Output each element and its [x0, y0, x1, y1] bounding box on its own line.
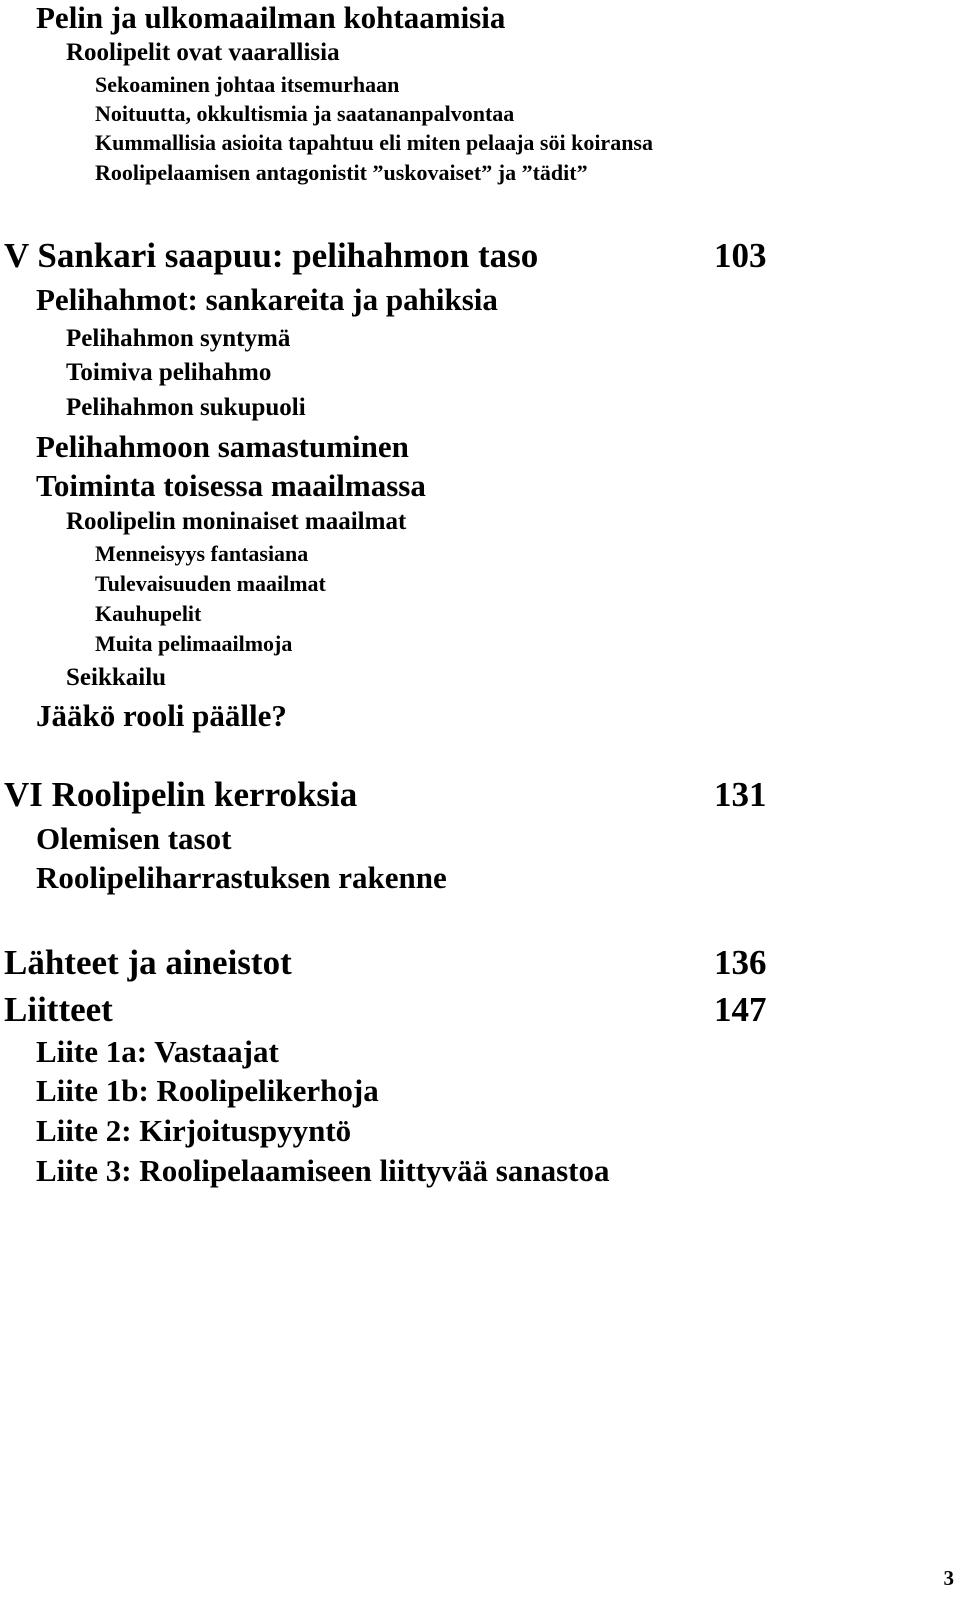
- toc-entry: Liite 1b: Roolipelikerhoja: [36, 1073, 379, 1108]
- toc-entry: Roolipelit ovat vaarallisia: [66, 39, 340, 66]
- toc-entry: Kummallisia asioita tapahtuu eli miten pelaaja söi koiransa: [95, 130, 653, 155]
- toc-entry: Liite 1a: Vastaajat: [36, 1034, 279, 1069]
- toc-chapter: Liitteet: [4, 990, 113, 1029]
- toc-entry: Toimiva pelihahmo: [66, 359, 272, 386]
- toc-entry: Liite 2: Kirjoituspyyntö: [36, 1113, 352, 1148]
- toc-chapter: Lähteet ja aineistot: [4, 943, 292, 982]
- toc-entry: Roolipelaamisen antagonistit ”uskovaiset” ja ”tädit”: [95, 160, 588, 185]
- toc-entry: Seikkailu: [66, 664, 167, 691]
- toc-entry: Pelihahmoon samastuminen: [36, 429, 409, 464]
- toc-entry: Pelin ja ulkomaailman kohtaamisia: [36, 0, 506, 35]
- toc-page-number: 103: [714, 236, 767, 275]
- toc-entry: Tulevaisuuden maailmat: [95, 571, 326, 596]
- toc-entry: Jääkö rooli päälle?: [36, 698, 287, 733]
- toc-entry: Menneisyys fantasiana: [95, 541, 309, 566]
- page-number: 3: [943, 1566, 954, 1590]
- toc-entry: Pelihahmot: sankareita ja pahiksia: [36, 282, 498, 317]
- toc-entry: Roolipelin moninaiset maailmat: [66, 508, 407, 535]
- toc-entry: Toiminta toisessa maailmassa: [36, 468, 426, 503]
- toc-entry: Pelihahmon syntymä: [66, 325, 291, 352]
- toc-page-number: 136: [714, 943, 767, 982]
- toc-page-number: 147: [714, 990, 767, 1029]
- toc-entry: Roolipeliharrastuksen rakenne: [36, 860, 447, 895]
- toc-chapter: VI Roolipelin kerroksia: [4, 775, 358, 814]
- toc-entry: Noituutta, okkultismia ja saatananpalvontaa: [95, 101, 515, 126]
- toc-entry: Olemisen tasot: [36, 821, 232, 856]
- toc-chapter: V Sankari saapuu: pelihahmon taso: [4, 236, 539, 275]
- toc-entry: Sekoaminen johtaa itsemurhaan: [95, 72, 400, 97]
- toc-entry: Liite 3: Roolipelaamiseen liittyvää sanastoa: [36, 1153, 610, 1188]
- toc-entry: Muita pelimaailmoja: [95, 631, 293, 656]
- toc-entry: Kauhupelit: [95, 601, 202, 626]
- toc-page-number: 131: [714, 775, 767, 814]
- toc-entry: Pelihahmon sukupuoli: [66, 394, 306, 421]
